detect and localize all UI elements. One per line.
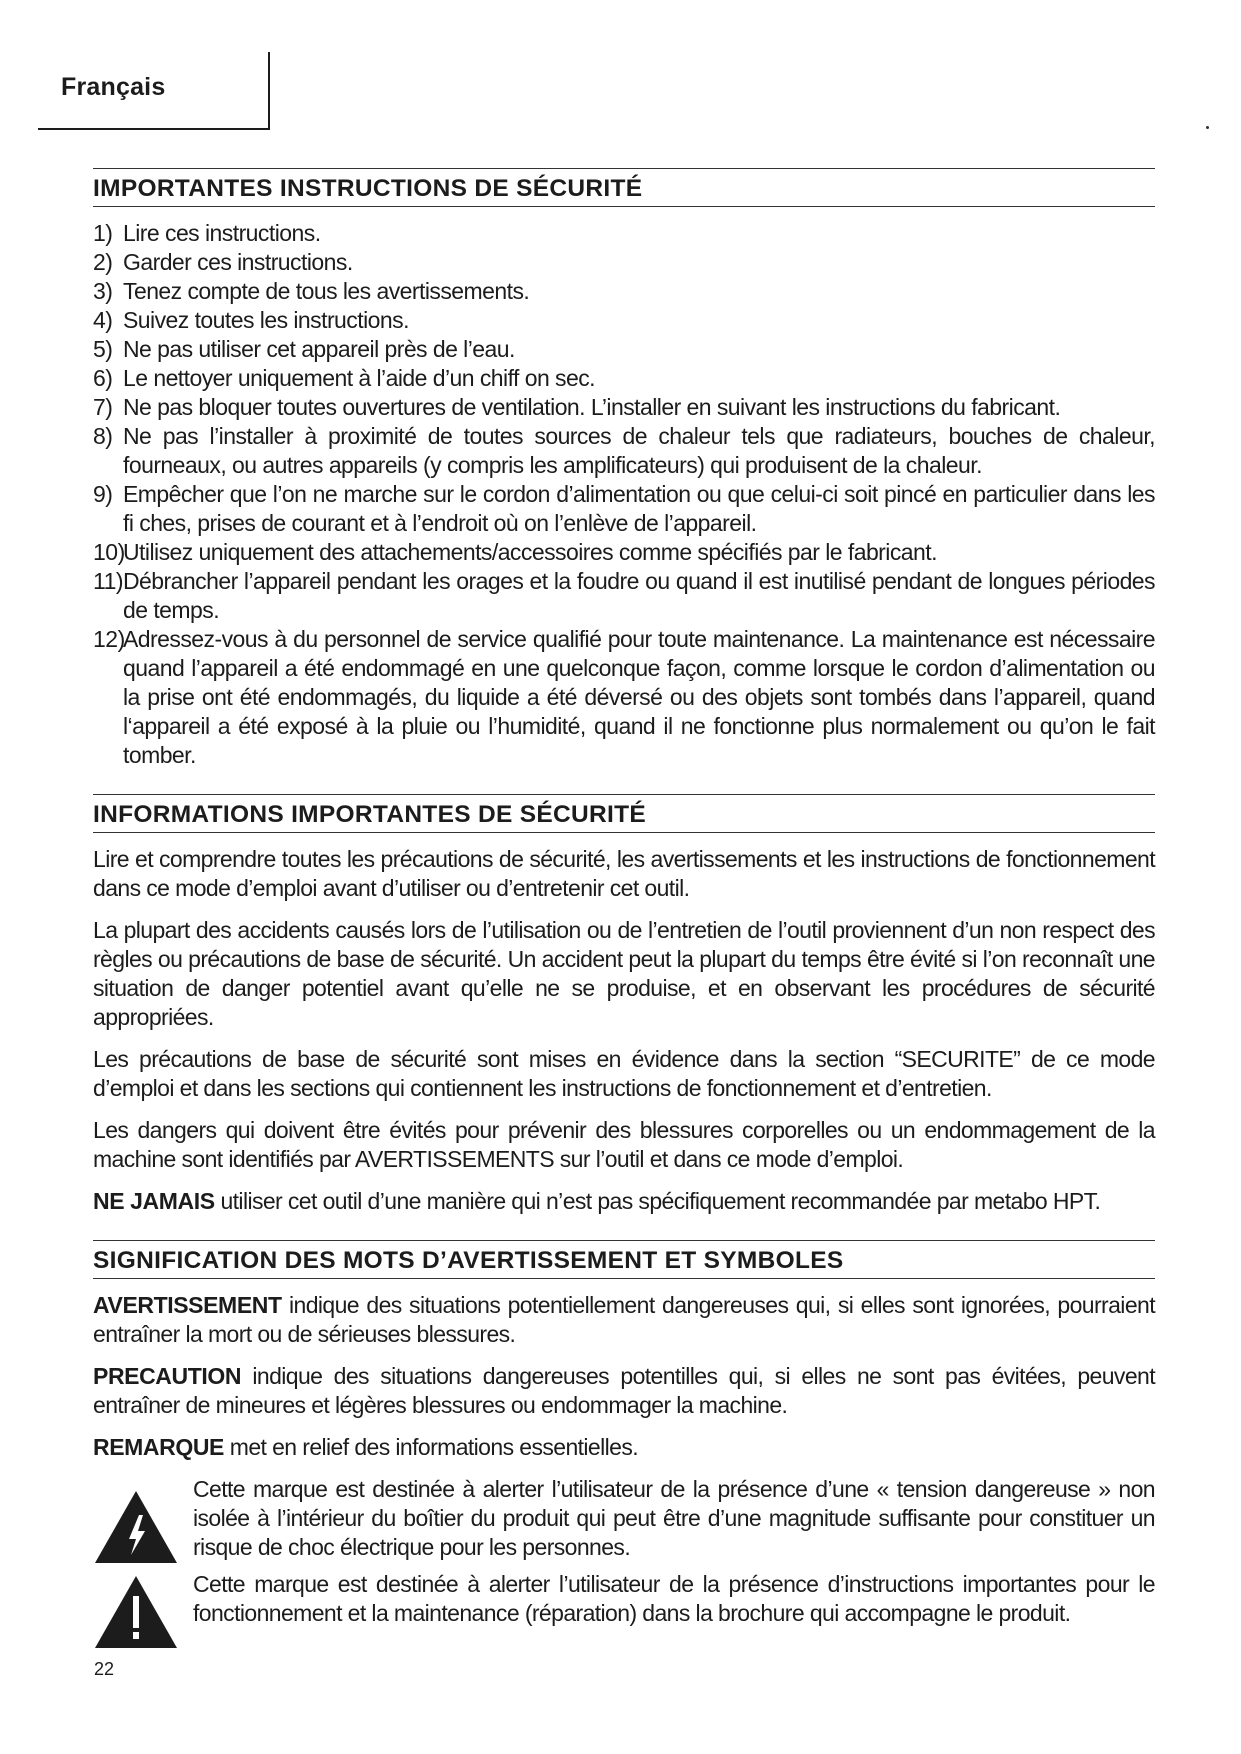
item-text: Débrancher l’appareil pendant les orages et la foudre ou quand il est inutilisé pendant de longues périodes de temps. [123, 568, 1155, 623]
paragraph: Lire et comprendre toutes les précautions de sécurité, les avertissements et les instructions de fonctionnement dans ce mode d’emploi avant d’utiliser ou d’entretenir cet outil. [93, 846, 1155, 901]
stray-dot [1206, 126, 1209, 129]
item-number: 3) [93, 278, 113, 304]
item-number: 5) [93, 336, 113, 362]
item-number: 4) [93, 307, 113, 333]
item-number: 9) [93, 481, 113, 507]
item-text: Ne pas l’installer à proximité de toutes sources de chaleur tels que radiateurs, bouches de chaleur, fourneaux, ou autres appareils (y compris les amplificateurs) qui produisent de la chaleur. [123, 423, 1155, 478]
page-content [93, 168, 1155, 1636]
list-item [93, 248, 1155, 277]
language-label: Français [61, 73, 166, 101]
item-number: 1) [93, 220, 113, 246]
item-number: 6) [93, 365, 113, 391]
item-text: Adressez-vous à du personnel de service qualifié pour toute maintenance. La maintenance est nécessaire quand l’appareil a été endommagé en une quelconque façon, comme lorsque le cordon d’alimentation ou la prise ont été endommagés, du liquide a été déversé ou des objets sont tombés dans l’appareil, quand l‘appareil a été exposé à la pluie ou l’humidité, quand il ne fonctionne plus normalement ou qu’on le fait tomber. [123, 626, 1155, 768]
exclamation-warning-icon [93, 1574, 179, 1650]
item-text: Garder ces instructions. [123, 249, 353, 275]
exclamation-symbol-row [93, 1570, 1155, 1628]
list-item [93, 422, 1155, 480]
paragraph: Les précautions de base de sécurité sont mises en évidence dans la section “SECURITE” de ce mode d’emploi et dans les sections qui contiennent les instructions de fonctionnement et d’entretien. [93, 1046, 1155, 1101]
never-term: NE JAMAIS [93, 1188, 215, 1214]
list-item [93, 567, 1155, 625]
item-number: 10) [93, 539, 125, 565]
item-number: 12) [93, 626, 125, 652]
section-title-signal-words: SIGNIFICATION DES MOTS D’AVERTISSEMENT ET SYMBOLES [93, 1240, 1155, 1279]
section-title-safety-information: INFORMATIONS IMPORTANTES DE SÉCURITÉ [93, 794, 1155, 833]
warning-text: indique des situations potentiellement dangereuses qui, si elles sont ignorées, pourraient entraîner la mort ou de sérieuses blessures. [93, 1292, 1155, 1347]
item-text: Lire ces instructions. [123, 220, 321, 246]
list-item [93, 538, 1155, 567]
lightning-bolt-warning-icon [93, 1489, 179, 1565]
warning-term: AVERTISSEMENT [93, 1292, 282, 1318]
paragraph: La plupart des accidents causés lors de l’utilisation ou de l’entretien de l’outil proviennent d’un non respect des règles ou précautions de base de sécurité. Un accident peut la plupart du temps être évité si l’on reconnaît une situation de danger potentiel avant qu’elle ne se produise, et en observant les procédures de sécurité appropriées. [93, 917, 1155, 1030]
voltage-symbol-row [93, 1475, 1155, 1562]
caution-text: indique des situations dangereuses potentilles qui, si elles ne sont pas évitées, peuvent entraîner de mineures et légères blessures ou endommager la machine. [93, 1363, 1155, 1418]
item-number: 8) [93, 423, 113, 449]
item-text: Tenez compte de tous les avertissements. [123, 278, 530, 304]
item-number: 2) [93, 249, 113, 275]
paragraph: Les dangers qui doivent être évités pour prévenir des blessures corporelles ou un endommagement de la machine sont identifiés par AVERTISSEMENTS sur l’outil et dans ce mode d’emploi. [93, 1117, 1155, 1172]
note-text: met en relief des informations essentielles. [223, 1434, 639, 1460]
item-number: 7) [93, 394, 113, 420]
page-number: 22 [94, 1659, 115, 1679]
section-title-important-instructions: IMPORTANTES INSTRUCTIONS DE SÉCURITÉ [93, 168, 1155, 207]
safety-instructions-list [93, 219, 1155, 770]
item-text: Ne pas bloquer toutes ouvertures de ventilation. L’installer en suivant les instructions du fabricant. [123, 394, 1061, 420]
list-item [93, 393, 1155, 422]
caution-term: PRECAUTION [93, 1363, 242, 1389]
item-number: 11) [93, 568, 124, 594]
caution-definition [93, 1362, 1155, 1420]
exclamation-symbol-text: Cette marque est destinée à alerter l’utilisateur de la présence d’instructions importantes pour le fonctionnement et la maintenance (réparation) dans la brochure qui accompagne le produit. [193, 1571, 1155, 1626]
list-item [93, 277, 1155, 306]
list-item [93, 364, 1155, 393]
safety-information-body [93, 845, 1155, 1216]
list-item [93, 625, 1155, 770]
item-text: Le nettoyer uniquement à l’aide d’un chiff on sec. [123, 365, 596, 391]
item-text: Suivez toutes les instructions. [123, 307, 409, 333]
list-item [93, 480, 1155, 538]
list-item [93, 335, 1155, 364]
warning-definition [93, 1291, 1155, 1349]
item-text: Empêcher que l’on ne marche sur le cordon d’alimentation ou que celui-ci soit pincé en particulier dans les fi ches, prises de courant et à l’endroit où on l’enlève de l’appareil. [123, 481, 1155, 536]
note-term: REMARQUE [93, 1434, 224, 1460]
note-definition [93, 1433, 1155, 1462]
paragraph-never [93, 1187, 1155, 1216]
item-text: Utilisez uniquement des attachements/accessoires comme spécifiés par le fabricant. [123, 539, 937, 565]
list-item [93, 306, 1155, 335]
voltage-symbol-text: Cette marque est destinée à alerter l’utilisateur de la présence d’une « tension dangereuse » non isolée à l’intérieur du boîtier du produit qui peut être d’une magnitude suffisante pour constituer un risque de choc électrique pour les personnes. [193, 1476, 1155, 1560]
list-item [93, 219, 1155, 248]
never-text: utiliser cet outil d’une manière qui n’est pas spécifiquement recommandée par metabo HPT. [214, 1188, 1101, 1214]
item-text: Ne pas utiliser cet appareil près de l’eau. [123, 336, 515, 362]
